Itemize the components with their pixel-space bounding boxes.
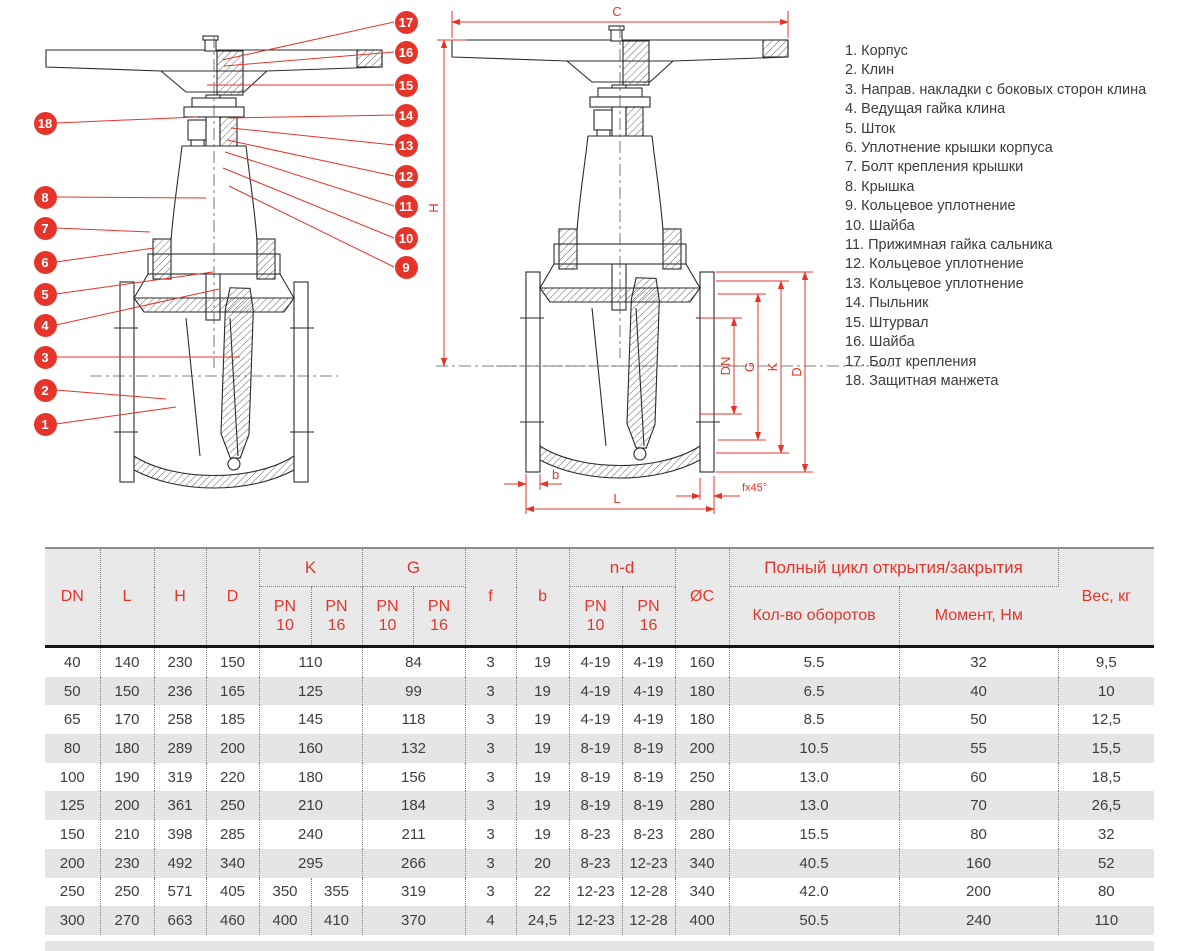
table-row-dn-150 bbox=[45, 820, 1154, 849]
table-cell: 40.5 bbox=[729, 849, 899, 878]
table-row-dn-40 bbox=[45, 647, 1154, 677]
table-cell: 150 bbox=[206, 647, 259, 677]
table-cell: 663 bbox=[154, 906, 206, 935]
parts-list-item: 18. Защитная манжета bbox=[845, 372, 999, 389]
table-cell: 12-28 bbox=[622, 906, 675, 935]
table-cell: 270 bbox=[100, 906, 154, 935]
table-cell: 22 bbox=[516, 878, 569, 907]
table-cell: 361 bbox=[154, 791, 206, 820]
spec-table-header bbox=[45, 548, 1154, 647]
col-header-turns: Кол-во оборотов bbox=[729, 587, 899, 647]
table-row-dn-200 bbox=[45, 849, 1154, 878]
table-row-dn-125 bbox=[45, 791, 1154, 820]
callout-circle-6: 6 bbox=[34, 251, 57, 274]
table-cell: 398 bbox=[154, 820, 206, 849]
dim-label-c: C bbox=[612, 4, 622, 19]
col-group-k: K bbox=[259, 548, 362, 587]
callout-circle-9: 9 bbox=[395, 256, 418, 279]
callout-circle-14: 14 bbox=[395, 104, 418, 127]
table-cell: 4-19 bbox=[622, 647, 675, 677]
table-cell: 355 bbox=[311, 878, 362, 907]
table-cell: 3 bbox=[465, 878, 516, 907]
table-cell: 26,5 bbox=[1058, 791, 1154, 820]
table-cell: 180 bbox=[100, 734, 154, 763]
table-cell: 5.5 bbox=[729, 647, 899, 677]
table-cell: 165 bbox=[206, 677, 259, 706]
table-cell: 118 bbox=[362, 705, 465, 734]
table-cell: 250 bbox=[45, 878, 100, 907]
table-row-dn-300 bbox=[45, 906, 1154, 935]
parts-list-item: 9. Кольцевое уплотнение bbox=[845, 198, 1016, 215]
callout-circle-16: 16 bbox=[395, 41, 418, 64]
table-cell: 8-23 bbox=[569, 820, 622, 849]
table-cell: 50 bbox=[45, 677, 100, 706]
table-cell: 9,5 bbox=[1058, 647, 1154, 677]
parts-list-item: 17. Болт крепления bbox=[845, 353, 977, 370]
table-cell: 65 bbox=[45, 705, 100, 734]
table-cell: 132 bbox=[362, 734, 465, 763]
table-cell: 190 bbox=[100, 763, 154, 792]
table-cell: 180 bbox=[259, 763, 362, 792]
table-cell: 32 bbox=[899, 647, 1058, 677]
table-cell: 319 bbox=[362, 878, 465, 907]
table-cell: 258 bbox=[154, 705, 206, 734]
col-header-b: b bbox=[516, 548, 569, 647]
table-cell: 18,5 bbox=[1058, 763, 1154, 792]
col-group-full-cycle: Полный цикл открытия/закрытия bbox=[729, 548, 1058, 587]
callout-circle-10: 10 bbox=[395, 227, 418, 250]
table-cell: 50.5 bbox=[729, 906, 899, 935]
callout-circle-12: 12 bbox=[395, 165, 418, 188]
table-cell: 492 bbox=[154, 849, 206, 878]
col-header-weight: Вес, кг bbox=[1058, 548, 1154, 647]
table-cell: 13.0 bbox=[729, 791, 899, 820]
callout-circle-18: 18 bbox=[34, 112, 57, 135]
table-cell: 8-23 bbox=[622, 820, 675, 849]
table-cell: 12-28 bbox=[622, 878, 675, 907]
table-cell: 319 bbox=[154, 763, 206, 792]
table-cell: 10.5 bbox=[729, 734, 899, 763]
table-cell: 24,5 bbox=[516, 906, 569, 935]
col-header-f: f bbox=[465, 548, 516, 647]
table-cell: 3 bbox=[465, 677, 516, 706]
table-cell: 10 bbox=[1058, 677, 1154, 706]
left-valve-section-view bbox=[46, 36, 382, 488]
parts-list-item: 7. Болт крепления крышки bbox=[845, 159, 1024, 176]
table-cell: 160 bbox=[259, 734, 362, 763]
parts-list-item: 14. Пыльник bbox=[845, 295, 929, 312]
table-cell: 3 bbox=[465, 734, 516, 763]
table-cell: 99 bbox=[362, 677, 465, 706]
table-cell: 32 bbox=[1058, 820, 1154, 849]
col-header-g-pn16: PN 16 bbox=[413, 587, 465, 647]
callout-circle-4: 4 bbox=[34, 314, 57, 337]
table-cell: 3 bbox=[465, 705, 516, 734]
col-group-nd: n-d bbox=[569, 548, 675, 587]
table-cell: 295 bbox=[259, 849, 362, 878]
table-cell: 8-23 bbox=[569, 849, 622, 878]
table-cell: 250 bbox=[675, 763, 729, 792]
table-cell: 40 bbox=[899, 677, 1058, 706]
table-cell: 80 bbox=[45, 734, 100, 763]
table-cell: 300 bbox=[45, 906, 100, 935]
col-header-h: H bbox=[154, 548, 206, 647]
table-cell: 15.5 bbox=[729, 820, 899, 849]
table-cell: 8-19 bbox=[569, 734, 622, 763]
callout-circle-3: 3 bbox=[34, 346, 57, 369]
spec-table bbox=[45, 547, 1154, 935]
col-header-g-pn10: PN 10 bbox=[362, 587, 413, 647]
col-header-k-pn10: PN 10 bbox=[259, 587, 311, 647]
parts-list-item: 5. Шток bbox=[845, 120, 896, 137]
table-cell: 280 bbox=[675, 791, 729, 820]
table-cell: 200 bbox=[675, 734, 729, 763]
dim-label-chamfer: fx45° bbox=[742, 482, 768, 494]
table-cell: 4-19 bbox=[622, 705, 675, 734]
table-cell: 405 bbox=[206, 878, 259, 907]
table-cell: 280 bbox=[675, 820, 729, 849]
table-cell: 250 bbox=[100, 878, 154, 907]
col-header-dn: DN bbox=[45, 548, 100, 647]
table-cell: 19 bbox=[516, 677, 569, 706]
callout-circle-5: 5 bbox=[34, 283, 57, 306]
table-cell: 55 bbox=[899, 734, 1058, 763]
callout-circle-17: 17 bbox=[395, 11, 418, 34]
table-cell: 8-19 bbox=[622, 734, 675, 763]
table-cell: 200 bbox=[45, 849, 100, 878]
parts-list-item: 10. Шайба bbox=[845, 217, 915, 234]
parts-list-item: 15. Штурвал bbox=[845, 314, 929, 331]
table-cell: 50 bbox=[899, 705, 1058, 734]
table-cell: 289 bbox=[154, 734, 206, 763]
parts-list-item: 3. Направ. накладки с боковых сторон клина bbox=[845, 81, 1147, 98]
table-cell: 200 bbox=[100, 791, 154, 820]
table-cell: 52 bbox=[1058, 849, 1154, 878]
table-cell: 3 bbox=[465, 849, 516, 878]
callout-circle-2: 2 bbox=[34, 379, 57, 402]
table-cell: 210 bbox=[100, 820, 154, 849]
table-cell: 180 bbox=[675, 677, 729, 706]
table-row-dn-80 bbox=[45, 734, 1154, 763]
parts-list-item: 13. Кольцевое уплотнение bbox=[845, 275, 1024, 292]
table-cell: 220 bbox=[206, 763, 259, 792]
table-cell: 460 bbox=[206, 906, 259, 935]
table-cell: 3 bbox=[465, 763, 516, 792]
table-cell: 4-19 bbox=[569, 647, 622, 677]
table-cell: 145 bbox=[259, 705, 362, 734]
table-cell: 230 bbox=[154, 647, 206, 677]
table-cell: 350 bbox=[259, 878, 311, 907]
table-cell: 140 bbox=[100, 647, 154, 677]
col-header-nd-pn10: PN 10 bbox=[569, 587, 622, 647]
table-cell: 156 bbox=[362, 763, 465, 792]
table-cell: 184 bbox=[362, 791, 465, 820]
table-cell: 236 bbox=[154, 677, 206, 706]
dim-label-b: b bbox=[552, 467, 560, 482]
table-cell: 150 bbox=[100, 677, 154, 706]
table-cell: 150 bbox=[45, 820, 100, 849]
table-cell: 110 bbox=[1058, 906, 1154, 935]
table-cell: 19 bbox=[516, 647, 569, 677]
table-cell: 370 bbox=[362, 906, 465, 935]
table-cell: 200 bbox=[206, 734, 259, 763]
parts-list-item: 11. Прижимная гайка сальника bbox=[845, 237, 1053, 254]
table-cell: 340 bbox=[675, 849, 729, 878]
table-cell: 125 bbox=[45, 791, 100, 820]
table-cell: 410 bbox=[311, 906, 362, 935]
col-header-k-pn16: PN 16 bbox=[311, 587, 362, 647]
table-cell: 200 bbox=[899, 878, 1058, 907]
parts-list-item: 6. Уплотнение крышки корпуса bbox=[845, 140, 1053, 157]
table-cell: 60 bbox=[899, 763, 1058, 792]
table-cell: 230 bbox=[100, 849, 154, 878]
parts-list-item: 2. Клин bbox=[845, 62, 895, 79]
col-header-l: L bbox=[100, 548, 154, 647]
table-cell: 19 bbox=[516, 820, 569, 849]
spec-table-body bbox=[45, 647, 1154, 935]
table-row-dn-65 bbox=[45, 705, 1154, 734]
table-cell: 12-23 bbox=[569, 878, 622, 907]
parts-list bbox=[845, 42, 1146, 391]
table-cell: 160 bbox=[675, 647, 729, 677]
dim-label-g: G bbox=[742, 361, 757, 373]
table-cell: 185 bbox=[206, 705, 259, 734]
callout-circle-11: 11 bbox=[395, 195, 418, 218]
table-cell: 19 bbox=[516, 734, 569, 763]
table-cell: 19 bbox=[516, 705, 569, 734]
table-cell: 100 bbox=[45, 763, 100, 792]
table-cell: 80 bbox=[1058, 878, 1154, 907]
table-cell: 571 bbox=[154, 878, 206, 907]
table-cell: 285 bbox=[206, 820, 259, 849]
table-cell: 42.0 bbox=[729, 878, 899, 907]
col-header-nd-pn16: PN 16 bbox=[622, 587, 675, 647]
table-cell: 3 bbox=[465, 820, 516, 849]
cutoff-next-row-strip bbox=[45, 941, 1154, 951]
callout-circle-13: 13 bbox=[395, 134, 418, 157]
table-cell: 240 bbox=[899, 906, 1058, 935]
table-cell: 4-19 bbox=[569, 705, 622, 734]
table-cell: 80 bbox=[899, 820, 1058, 849]
callout-circle-8: 8 bbox=[34, 186, 57, 209]
table-cell: 250 bbox=[206, 791, 259, 820]
table-cell: 160 bbox=[899, 849, 1058, 878]
callout-circle-7: 7 bbox=[34, 217, 57, 240]
dim-label-l: L bbox=[613, 491, 621, 506]
table-cell: 4 bbox=[465, 906, 516, 935]
col-header-d: D bbox=[206, 548, 259, 647]
table-cell: 211 bbox=[362, 820, 465, 849]
table-cell: 13.0 bbox=[729, 763, 899, 792]
parts-list-item: 12. Кольцевое уплотнение bbox=[845, 256, 1024, 273]
dim-label-h: H bbox=[426, 203, 441, 213]
table-cell: 210 bbox=[259, 791, 362, 820]
table-cell: 125 bbox=[259, 677, 362, 706]
table-cell: 20 bbox=[516, 849, 569, 878]
table-cell: 266 bbox=[362, 849, 465, 878]
callout-circle-1: 1 bbox=[34, 413, 57, 436]
table-cell: 400 bbox=[675, 906, 729, 935]
table-cell: 8-19 bbox=[622, 763, 675, 792]
table-cell: 15,5 bbox=[1058, 734, 1154, 763]
right-valve-section-view bbox=[436, 26, 900, 478]
table-cell: 4-19 bbox=[622, 677, 675, 706]
table-cell: 3 bbox=[465, 647, 516, 677]
table-cell: 19 bbox=[516, 791, 569, 820]
table-cell: 170 bbox=[100, 705, 154, 734]
col-header-torque: Момент, Нм bbox=[899, 587, 1058, 647]
dim-label-dn: DN bbox=[718, 356, 733, 376]
table-cell: 340 bbox=[206, 849, 259, 878]
table-cell: 110 bbox=[259, 647, 362, 677]
table-cell: 8-19 bbox=[569, 791, 622, 820]
table-cell: 8.5 bbox=[729, 705, 899, 734]
table-cell: 8-19 bbox=[569, 763, 622, 792]
table-row-dn-50 bbox=[45, 677, 1154, 706]
table-cell: 84 bbox=[362, 647, 465, 677]
table-cell: 70 bbox=[899, 791, 1058, 820]
table-cell: 180 bbox=[675, 705, 729, 734]
parts-list-item: 4. Ведущая гайка клина bbox=[845, 101, 1006, 118]
table-cell: 40 bbox=[45, 647, 100, 677]
parts-list-item: 16. Шайба bbox=[845, 334, 915, 351]
table-cell: 6.5 bbox=[729, 677, 899, 706]
table-cell: 3 bbox=[465, 791, 516, 820]
table-cell: 8-19 bbox=[622, 791, 675, 820]
parts-list-item: 8. Крышка bbox=[845, 178, 915, 195]
col-group-g: G bbox=[362, 548, 465, 587]
table-cell: 340 bbox=[675, 878, 729, 907]
table-cell: 12,5 bbox=[1058, 705, 1154, 734]
callout-circle-15: 15 bbox=[395, 74, 418, 97]
table-row-dn-100 bbox=[45, 763, 1154, 792]
col-header-oc: ØC bbox=[675, 548, 729, 647]
dim-label-k: K bbox=[765, 362, 780, 372]
parts-list-item: 1. Корпус bbox=[845, 43, 908, 59]
table-cell: 12-23 bbox=[622, 849, 675, 878]
dim-label-d: D bbox=[789, 367, 804, 377]
table-cell: 19 bbox=[516, 763, 569, 792]
table-cell: 240 bbox=[259, 820, 362, 849]
table-cell: 4-19 bbox=[569, 677, 622, 706]
table-cell: 12-23 bbox=[569, 906, 622, 935]
table-row-dn-250 bbox=[45, 878, 1154, 907]
table-cell: 400 bbox=[259, 906, 311, 935]
